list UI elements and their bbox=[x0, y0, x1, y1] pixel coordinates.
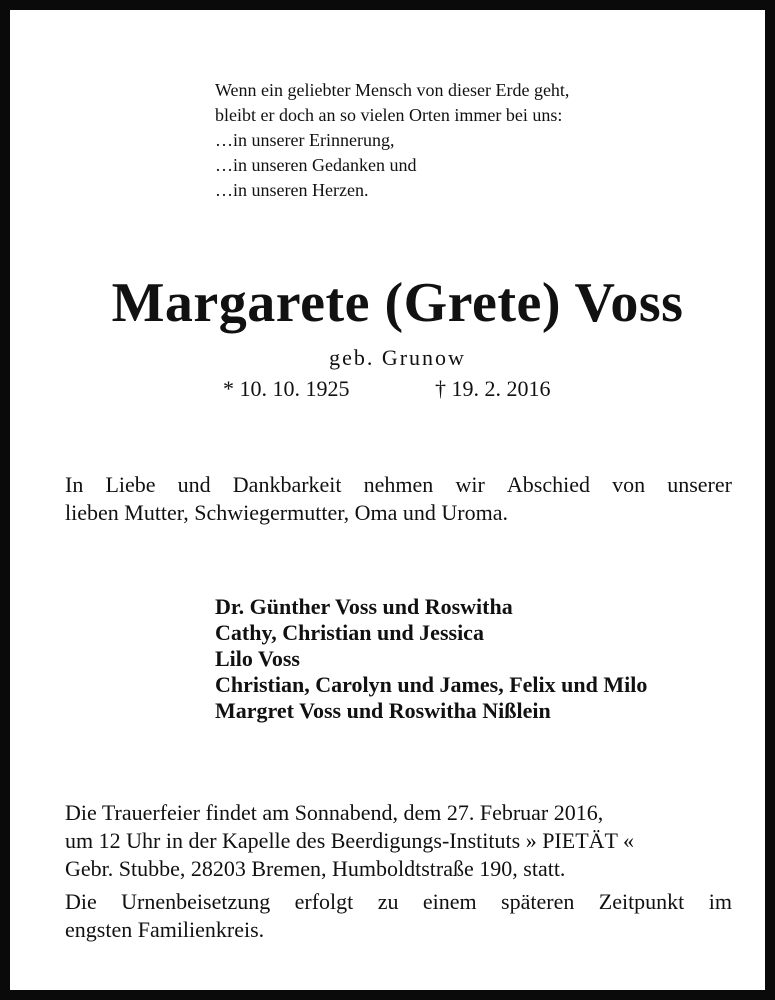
word: In bbox=[65, 472, 84, 497]
word: und bbox=[177, 472, 211, 497]
farewell-line: lieben Mutter, Schwiegermutter, Oma und Uroma. bbox=[65, 500, 509, 525]
word: im bbox=[708, 889, 732, 914]
word: erfolgt bbox=[294, 889, 354, 914]
poem-line: Wenn ein geliebter Mensch von dieser Erde geht, bbox=[215, 80, 570, 100]
family-list bbox=[215, 594, 745, 724]
family-member: Dr. Günther Voss und Roswitha bbox=[215, 594, 513, 619]
death-date: † 19. 2. 2016 bbox=[435, 376, 551, 401]
family-member: Christian, Carolyn und James, Felix und Milo bbox=[215, 672, 648, 697]
poem-line: bleibt er doch an so vielen Orten immer bei uns: bbox=[215, 105, 563, 125]
funeral-line: Die Trauerfeier findet am Sonnabend, dem 27. Februar 2016, bbox=[65, 800, 604, 825]
urn-line bbox=[65, 888, 732, 916]
word: Die bbox=[65, 889, 97, 914]
family-member: Cathy, Christian und Jessica bbox=[215, 620, 484, 645]
word: von bbox=[612, 472, 646, 497]
word: wir bbox=[455, 472, 485, 497]
word: Urnenbeisetzung bbox=[121, 889, 271, 914]
birth-name: geb. Grunow bbox=[329, 345, 466, 370]
funeral-line: um 12 Uhr in der Kapelle des Beerdigungs-Instituts » PIETÄT « bbox=[65, 828, 635, 853]
urn-line: engsten Familienkreis. bbox=[65, 917, 265, 942]
family-member: Lilo Voss bbox=[215, 646, 300, 671]
poem-line: …in unseren Gedanken und bbox=[215, 155, 417, 175]
deceased-name: Margarete (Grete) Voss bbox=[111, 272, 684, 334]
urn-info bbox=[65, 888, 732, 944]
word: Zeitpunkt bbox=[598, 889, 685, 914]
farewell-text bbox=[65, 471, 732, 527]
word: nehmen bbox=[363, 472, 434, 497]
word: zu bbox=[377, 889, 399, 914]
word: Liebe bbox=[105, 472, 156, 497]
word: unserer bbox=[667, 472, 732, 497]
word: Dankbarkeit bbox=[232, 472, 342, 497]
poem-line: …in unseren Herzen. bbox=[215, 180, 369, 200]
family-member: Margret Voss und Roswitha Nißlein bbox=[215, 698, 551, 723]
word: Abschied bbox=[506, 472, 590, 497]
birth-date: * 10. 10. 1925 bbox=[223, 376, 350, 401]
word: späteren bbox=[501, 889, 575, 914]
poem-line: …in unserer Erinnerung, bbox=[215, 130, 395, 150]
memorial-poem bbox=[215, 78, 695, 203]
funeral-info bbox=[65, 799, 732, 883]
word: einem bbox=[422, 889, 477, 914]
funeral-line: Gebr. Stubbe, 28203 Bremen, Humboldtstraße 190, statt. bbox=[65, 856, 566, 881]
farewell-line bbox=[65, 471, 732, 499]
